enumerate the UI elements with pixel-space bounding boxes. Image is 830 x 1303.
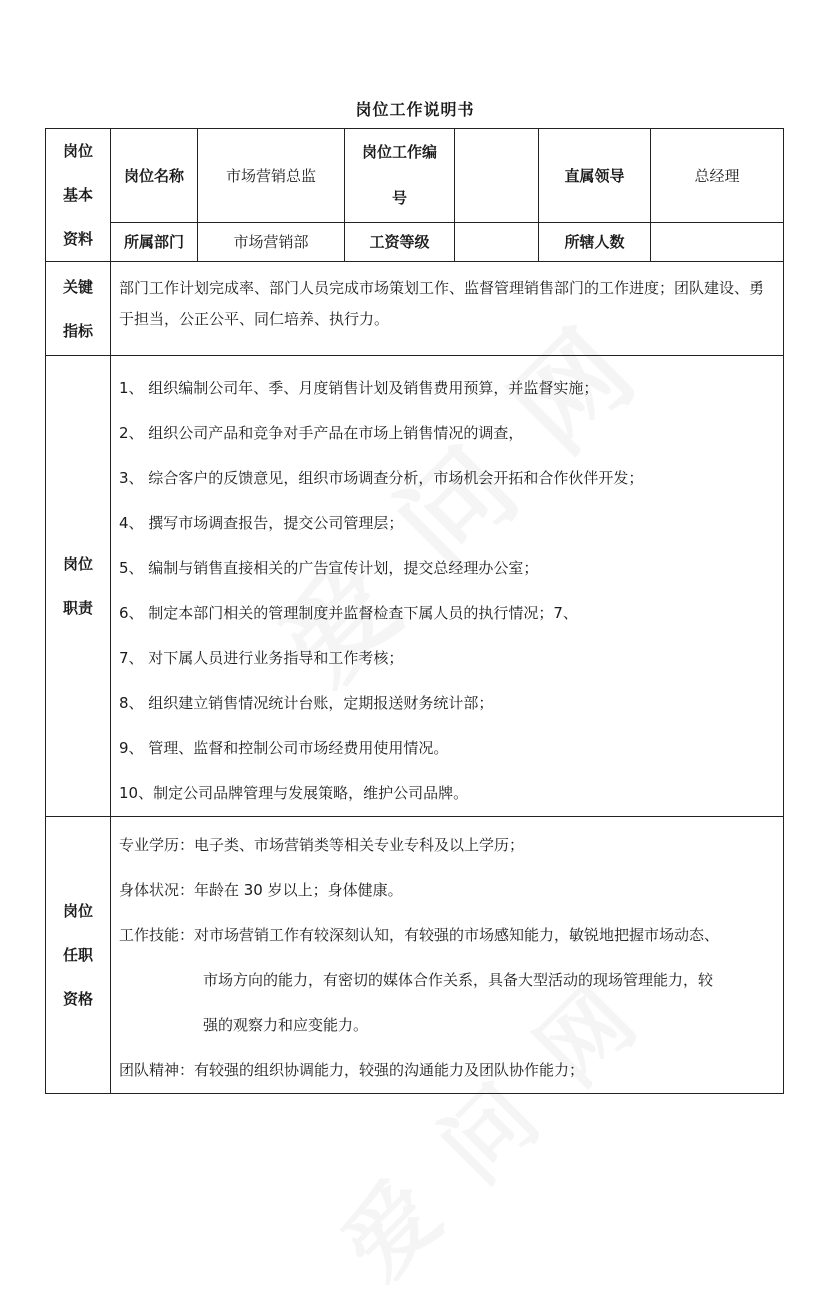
list-item: 2、 组织公司产品和竞争对手产品在市场上销售情况的调查， [119, 424, 524, 442]
salary-grade-value [455, 222, 539, 261]
supervisor-value: 总经理 [651, 129, 784, 223]
department-value: 市场营销部 [198, 222, 345, 261]
qualification-skills-cont: 强的观察力和应变能力。 [203, 1016, 369, 1034]
position-code-value [455, 129, 539, 223]
position-name-label: 岗位名称 [111, 129, 198, 223]
job-description-table [45, 128, 784, 1094]
qualification-education: 专业学历：电子类、市场营销类等相关专业专科及以上学历； [119, 836, 525, 854]
page-title: 岗位工作说明书 [355, 100, 475, 119]
section-label-duties: 岗位 职责 [46, 356, 111, 817]
qualifications-list [111, 817, 784, 1094]
list-item: 7、 对下属人员进行业务指导和工作考核； [119, 649, 404, 667]
list-item: 1、 组织编制公司年、季、月度销售计划及销售费用预算，并监督实施； [119, 379, 599, 397]
subordinates-value [651, 222, 784, 261]
supervisor-label: 直属领导 [539, 129, 651, 223]
salary-grade-label: 工资等级 [345, 222, 455, 261]
list-item: 6、 制定本部门相关的管理制度并监督检查下属人员的执行情况；7、 [119, 604, 578, 622]
position-name-value: 市场营销总监 [198, 129, 345, 223]
kpi-text: 部门工作计划完成率、部门人员完成市场策划工作、监督管理销售部门的工作进度；团队建设、勇于担当，公正公平、同仁培养、执行力。 [111, 262, 784, 356]
list-item: 8、 组织建立销售情况统计台账，定期报送财务统计部； [119, 694, 494, 712]
list-item: 3、 综合客户的反馈意见，组织市场调查分析，市场机会开拓和合作伙伴开发； [119, 469, 644, 487]
list-item: 5、 编制与销售直接相关的广告宣传计划，提交总经理办公室； [119, 559, 539, 577]
duties-list [111, 356, 784, 817]
qualification-team: 团队精神：有较强的组织协调能力，较强的沟通能力及团队协作能力； [119, 1061, 585, 1079]
list-item: 10、制定公司品牌管理与发展策略，维护公司品牌。 [119, 784, 469, 802]
list-item: 9、 管理、监督和控制公司市场经费用使用情况。 [119, 739, 449, 757]
department-label: 所属部门 [111, 222, 198, 261]
position-code-label: 岗位工作编 号 [345, 129, 455, 223]
section-label-basic-info: 岗位 基本 资料 [46, 129, 111, 262]
qualification-skills: 工作技能：对市场营销工作有较深刻认知，有较强的市场感知能力，敏锐地把握市场动态、 [119, 926, 720, 944]
subordinates-label: 所辖人数 [539, 222, 651, 261]
section-label-kpi: 关键 指标 [46, 262, 111, 356]
list-item: 4、 撰写市场调查报告，提交公司管理层； [119, 514, 404, 532]
qualification-skills-cont: 市场方向的能力，有密切的媒体合作关系，具备大型活动的现场管理能力，较 [203, 971, 714, 989]
section-label-qualifications: 岗位 任职 资格 [46, 817, 111, 1094]
qualification-health: 身体状况：年龄在 30 岁以上；身体健康。 [119, 881, 403, 899]
